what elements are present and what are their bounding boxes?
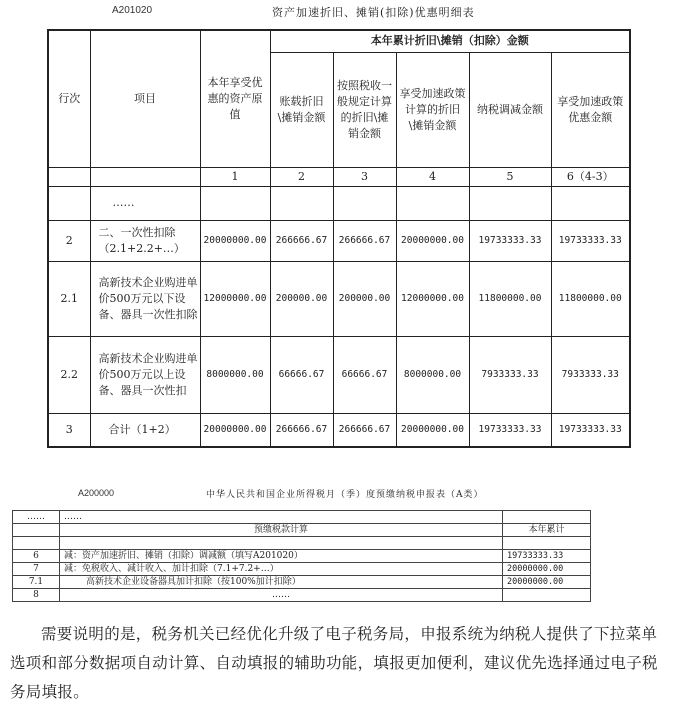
header-group: 本年累计折旧\摊销（扣除）金额 <box>270 30 630 52</box>
row-3-v4: 20000000.00 <box>396 413 469 447</box>
header-item: 项目 <box>90 30 200 167</box>
row-3-v5: 19733333.33 <box>469 413 551 447</box>
row-2-1-item: 高新技术企业购进单价500万元以下设备、器具一次性扣除 <box>90 261 200 336</box>
row-2-1-no: 2.1 <box>48 261 90 336</box>
col-number-2: 2 <box>270 167 333 186</box>
row-3-v1: 20000000.00 <box>200 413 270 447</box>
row-2-1-v4: 12000000.00 <box>396 261 469 336</box>
bottom-row-8-value <box>503 589 591 602</box>
bottom-ellipsis-item: …… <box>60 511 503 524</box>
bottom-row-7-item: 减：免税收入、减计收入、加计扣除（7.1+7.2+…） <box>60 563 503 576</box>
bottom-form-title: 中华人民共和国企业所得税月（季）度预缴纳税申报表（A类） <box>206 490 484 500</box>
bottom-row-6-value: 19733333.33 <box>503 550 591 563</box>
row-3-v2: 266666.67 <box>270 413 333 447</box>
row-2-item: 二、一次性扣除（2.1+2.2+…） <box>90 220 200 261</box>
bottom-row-7-1-no: 7.1 <box>13 576 60 589</box>
row-2-2-item: 高新技术企业购进单价500万元以上设备、器具一次性扣 <box>90 336 200 413</box>
row-2-no: 2 <box>48 220 90 261</box>
col-number-1: 1 <box>200 167 270 186</box>
row-2-v3: 266666.67 <box>333 220 396 261</box>
row-2-2-v4: 8000000.00 <box>396 336 469 413</box>
bottom-form-code: A200000 <box>78 488 115 498</box>
row-2-1-v6: 11800000.00 <box>551 261 630 336</box>
row-2-1-v5: 11800000.00 <box>469 261 551 336</box>
bottom-row-8-item: …… <box>60 589 503 602</box>
bottom-row-7-1-value: 20000000.00 <box>503 576 591 589</box>
note-paragraph: 需要说明的是，税务机关已经优化升级了电子税务局，申报系统为纳税人提供了下拉菜单选项和部分数据项自动计算、自动填报的辅助功能，填报更加便利，建议优先选择通过电子税务局填报。 <box>10 625 658 701</box>
row-2-v4: 20000000.00 <box>396 220 469 261</box>
bottom-form-table <box>12 510 591 602</box>
row-2-1-v3: 200000.00 <box>333 261 396 336</box>
row-3-item: 合计（1+2） <box>90 413 200 447</box>
bottom-row-8-no: 8 <box>13 589 60 602</box>
row-2-2-v3: 66666.67 <box>333 336 396 413</box>
top-form-table <box>47 29 631 448</box>
col-number-3: 3 <box>333 167 396 186</box>
bottom-row-6-no: 6 <box>13 550 60 563</box>
row-2-2-no: 2.2 <box>48 336 90 413</box>
col-number-6: 6（4-3） <box>551 167 630 186</box>
ellipsis-row: …… <box>90 186 200 220</box>
bottom-ellipsis-no: …… <box>13 511 60 524</box>
row-3-v3: 266666.67 <box>333 413 396 447</box>
header-tax-adjust: 纳税调减金额 <box>469 52 551 167</box>
header-preferential: 享受加速政策优惠金额 <box>551 52 630 167</box>
header-row-no: 行次 <box>48 30 90 167</box>
row-3-v6: 19733333.33 <box>551 413 630 447</box>
row-2-v5: 19733333.33 <box>469 220 551 261</box>
header-original-value: 本年享受优惠的资产原值 <box>200 30 270 167</box>
row-2-v2: 266666.67 <box>270 220 333 261</box>
row-2-1-v1: 12000000.00 <box>200 261 270 336</box>
row-2-2-v1: 8000000.00 <box>200 336 270 413</box>
top-form-code: A201020 <box>112 5 153 16</box>
header-book: 账载折旧\摊销金额 <box>270 52 333 167</box>
row-2-1-v2: 200000.00 <box>270 261 333 336</box>
bottom-row-6-item: 减：资产加速折旧、摊销（扣除）调减额（填写A201020） <box>60 550 503 563</box>
bottom-row-7-1-item: 高新技术企业设备器具加计扣除（按100%加计扣除） <box>60 576 503 589</box>
header-general: 按照税收一般规定计算的折旧\摊销金额 <box>333 52 396 167</box>
row-2-v1: 20000000.00 <box>200 220 270 261</box>
bottom-row-7-value: 20000000.00 <box>503 563 591 576</box>
col-number-4: 4 <box>396 167 469 186</box>
bottom-row-7-no: 7 <box>13 563 60 576</box>
row-2-2-v2: 66666.67 <box>270 336 333 413</box>
row-2-2-v5: 7933333.33 <box>469 336 551 413</box>
bottom-header-item: 预缴税款计算 <box>60 524 503 537</box>
row-2-2-v6: 7933333.33 <box>551 336 630 413</box>
header-accelerated: 享受加速政策计算的折旧\摊销金额 <box>396 52 469 167</box>
row-2-v6: 19733333.33 <box>551 220 630 261</box>
top-form-title: 资产加速折旧、摊销(扣除)优惠明细表 <box>272 6 475 19</box>
bottom-header-total: 本年累计 <box>503 524 591 537</box>
row-3-no: 3 <box>48 413 90 447</box>
col-number-5: 5 <box>469 167 551 186</box>
